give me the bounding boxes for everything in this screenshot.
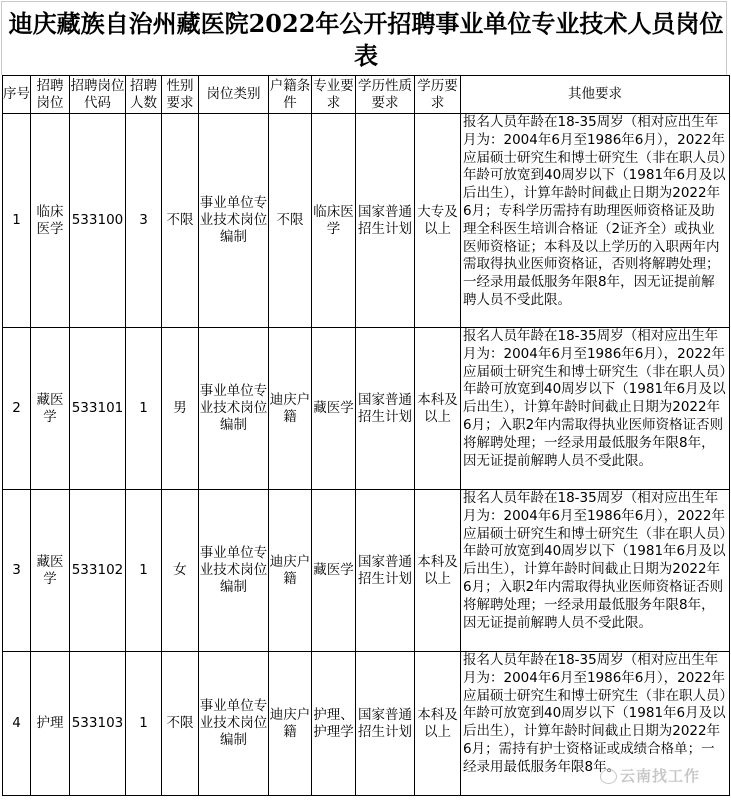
cell-edu-nature: 国家普通招生计划 — [356, 328, 415, 490]
cell-major: 护理、护理学 — [312, 652, 356, 796]
header-other: 其他要求 — [461, 76, 730, 114]
table-row — [3, 114, 730, 328]
cell-other: 报名人员年龄在18-35周岁（相对应出生年月为：2004年6月至1986年6月），2022年应届硕士研究生和博士研究生（非在职人员）年龄可放宽到40周岁以下（1981年6月及以后出生），计算年龄时间截止日期为2022年6月；入职2年内需取得执业医师资格证否则将解聘处理；一经录用最低服务年限8年，因无证提前解聘人员不受此限。 — [461, 490, 730, 652]
header-position: 招聘岗位 — [31, 76, 70, 114]
page-title: 迪庆藏族自治州藏医院2022年公开招聘事业单位专业技术人员岗位表 — [8, 9, 724, 70]
cell-position: 临床医学 — [31, 114, 70, 328]
cell-no: 4 — [3, 652, 31, 796]
cell-no: 1 — [3, 114, 31, 328]
cell-household: 迪庆户籍 — [269, 328, 312, 490]
header-row — [3, 76, 730, 114]
header-edu-level: 学历要求 — [415, 76, 461, 114]
title-area — [1, 1, 727, 75]
cell-edu-level: 大专及以上 — [415, 114, 461, 328]
cell-other: 报名人员年龄在18-35周岁（相对应出生年月为：2004年6月至1986年6月），2022年应届硕士研究生和博士研究生（非在职人员）年龄可放宽到40周岁以下（1981年6月及以后出生），计算年龄时间截止日期为2022年6月；专科学历需持有助理医师资格证及助理全科医生培训合格证（2证齐全）或执业医师资格证；本科及以上学历的入职两年内需取得执业医师资格证，否则将解聘处理；一经录用最低服务年限8年，因无证提前解聘人员不受此限。 — [461, 114, 730, 328]
header-household: 户籍条件 — [269, 76, 312, 114]
cell-position: 护理 — [31, 652, 70, 796]
cell-code: 533101 — [70, 328, 126, 490]
table-row — [3, 490, 730, 652]
watermark-text: 云南找工作 — [620, 767, 701, 785]
header-category: 岗位类别 — [199, 76, 269, 114]
cell-gender: 不限 — [162, 652, 199, 796]
cell-count: 1 — [126, 652, 162, 796]
cell-count: 1 — [126, 328, 162, 490]
cell-gender: 女 — [162, 490, 199, 652]
cell-major: 临床医学 — [312, 114, 356, 328]
header-edu-nature: 学历性质要求 — [356, 76, 415, 114]
cell-count: 3 — [126, 114, 162, 328]
cell-household: 不限 — [269, 114, 312, 328]
cell-category: 事业单位专业技术岗位编制 — [199, 328, 269, 490]
cell-position: 藏医学 — [31, 490, 70, 652]
cell-edu-level: 本科及以上 — [415, 652, 461, 796]
cell-code: 533100 — [70, 114, 126, 328]
cell-edu-nature: 国家普通招生计划 — [356, 490, 415, 652]
wechat-icon — [600, 769, 617, 784]
cell-code: 533103 — [70, 652, 126, 796]
cell-edu-nature: 国家普通招生计划 — [356, 652, 415, 796]
cell-major: 藏医学 — [312, 328, 356, 490]
cell-no: 3 — [3, 490, 31, 652]
cell-position: 藏医学 — [31, 328, 70, 490]
cell-code: 533102 — [70, 490, 126, 652]
cell-category: 事业单位专业技术岗位编制 — [199, 490, 269, 652]
cell-edu-level: 本科及以上 — [415, 490, 461, 652]
cell-major: 藏医学 — [312, 490, 356, 652]
cell-household: 迪庆户籍 — [269, 490, 312, 652]
cell-gender: 男 — [162, 328, 199, 490]
header-count: 招聘人数 — [126, 76, 162, 114]
cell-count: 1 — [126, 490, 162, 652]
cell-category: 事业单位专业技术岗位编制 — [199, 652, 269, 796]
watermark — [600, 765, 700, 786]
cell-other: 报名人员年龄在18-35周岁（相对应出生年月为：2004年6月至1986年6月），2022年应届硕士研究生和博士研究生（非在职人员）年龄可放宽到40周岁以下（1981年6月及以后出生），计算年龄时间截止日期为2022年6月；需持有护士资格证或成绩合格单；一经录用最低服务年限8年。 — [461, 652, 730, 796]
header-code: 招聘岗位代码 — [70, 76, 126, 114]
cell-edu-level: 本科及以上 — [415, 328, 461, 490]
cell-gender: 不限 — [162, 114, 199, 328]
cell-household: 迪庆户籍 — [269, 652, 312, 796]
header-no: 序号 — [3, 76, 31, 114]
cell-other: 报名人员年龄在18-35周岁（相对应出生年月为：2004年6月至1986年6月），2022年应届硕士研究生和博士研究生（非在职人员）年龄可放宽到40周岁以下（1981年6月及以后出生），计算年龄时间截止日期为2022年6月；入职2年内需取得执业医师资格证否则将解聘处理；一经录用最低服务年限8年，因无证提前解聘人员不受此限。 — [461, 328, 730, 490]
header-major: 专业要求 — [312, 76, 356, 114]
table-row — [3, 328, 730, 490]
positions-table — [2, 75, 730, 796]
cell-no: 2 — [3, 328, 31, 490]
cell-category: 事业单位专业技术岗位编制 — [199, 114, 269, 328]
cell-edu-nature: 国家普通招生计划 — [356, 114, 415, 328]
header-gender: 性别要求 — [162, 76, 199, 114]
